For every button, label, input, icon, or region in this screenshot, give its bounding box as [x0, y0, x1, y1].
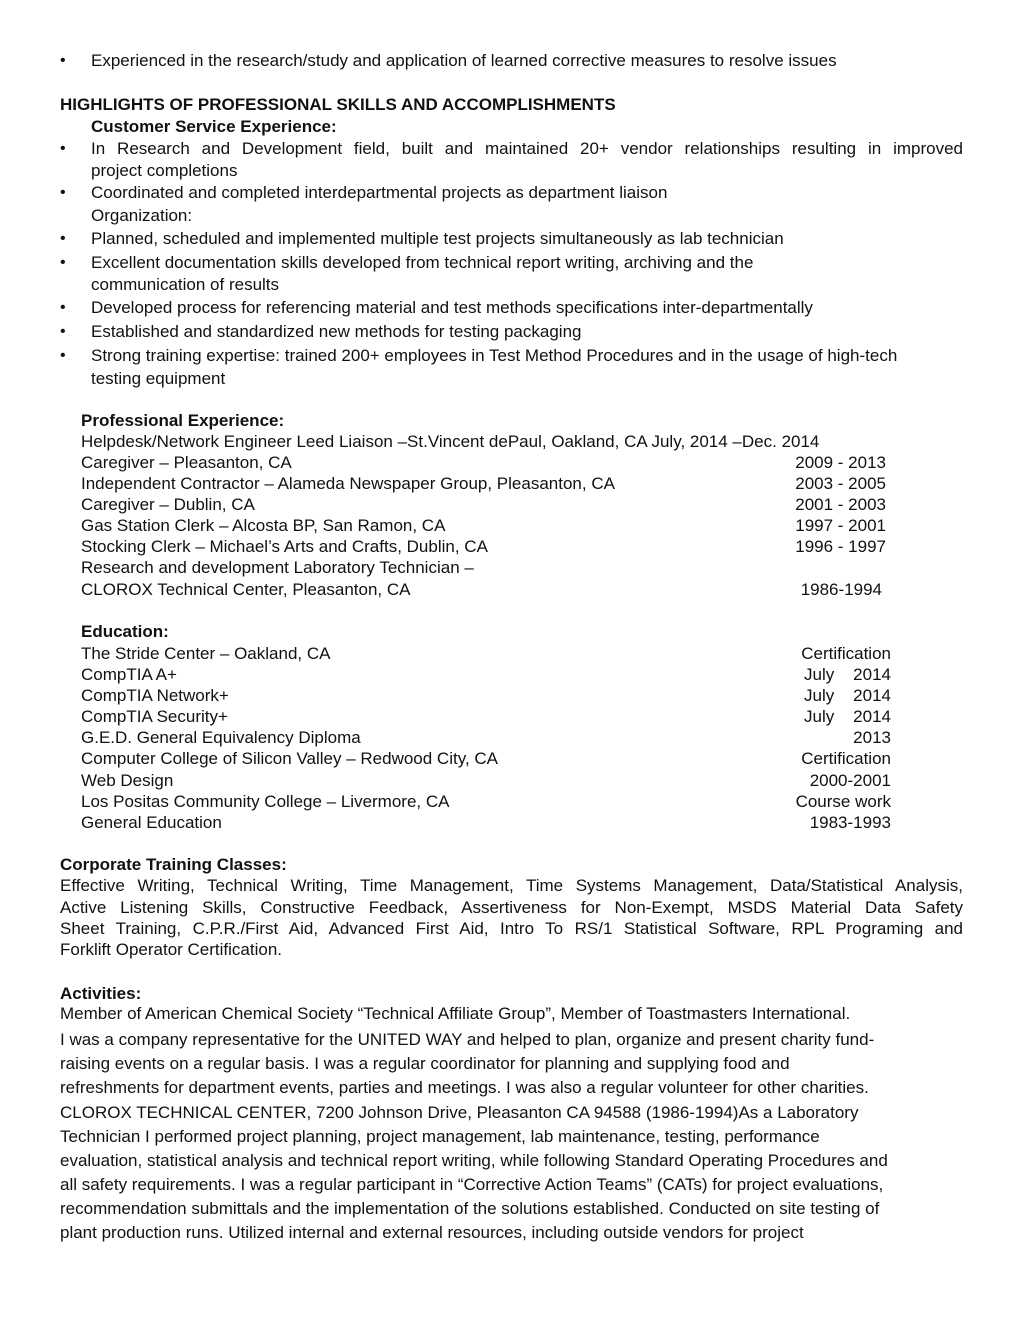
- education-item: Los Positas Community College – Livermore, CA: [81, 792, 450, 811]
- bullet-icon: •: [60, 347, 66, 364]
- education-item: The Stride Center – Oakland, CA: [81, 644, 331, 663]
- bullet-icon: •: [60, 254, 66, 271]
- training-line-4: Forklift Operator Certification.: [60, 940, 283, 959]
- activities-line-1: Member of American Chemical Society “Technical Affiliate Group”, Member of Toastmasters International.: [60, 1004, 851, 1023]
- experience-heading: Professional Experience:: [81, 411, 285, 430]
- education-item: Computer College of Silicon Valley – Redwood City, CA: [81, 749, 499, 768]
- bullet-icon: •: [60, 140, 66, 157]
- experience-item: Independent Contractor – Alameda Newspaper Group, Pleasanton, CA: [81, 474, 615, 493]
- education-date: 2013: [853, 728, 891, 747]
- education-date: Certification: [801, 749, 891, 768]
- experience-date: 1997 - 2001: [795, 516, 886, 535]
- education-date: Course work: [795, 792, 891, 811]
- bullet-icon: •: [60, 299, 66, 316]
- experience-item: Helpdesk/Network Engineer Leed Liaison –St.Vincent dePaul, Oakland, CA July, 2014 –Dec. 2014: [81, 432, 820, 451]
- experience-item: Gas Station Clerk – Alcosta BP, San Ramon, CA: [81, 516, 446, 535]
- org-bullet-2-line-2: communication of results: [91, 275, 280, 294]
- experience-item: Caregiver – Pleasanton, CA: [81, 453, 292, 472]
- training-line-3: Sheet Training, C.P.R./First Aid, Advanced First Aid, Intro To RS/1 Statistical Software, RPL Programing and: [60, 919, 963, 938]
- training-line-2: Active Listening Skills, Constructive Feedback, Assertiveness for Non-Exempt, MSDS Material Data Safety: [60, 898, 963, 917]
- education-date: July 2014: [804, 686, 891, 705]
- customer-service-heading: Customer Service Experience:: [91, 117, 337, 136]
- org-bullet-5-line-1: Strong training expertise: trained 200+ employees in Test Method Procedures and in the usage of high-tech: [91, 346, 898, 365]
- activities-p1-line-3: refreshments for department events, parties and meetings. I was also a regular volunteer for other charities.: [60, 1078, 869, 1097]
- activities-p2-line-3: evaluation, statistical analysis and technical report writing, while following Standard Operating Procedures and: [60, 1151, 888, 1170]
- bullet-icon: •: [60, 184, 66, 201]
- education-item: Web Design: [81, 771, 174, 790]
- experience-date: 1986-1994: [800, 580, 882, 599]
- highlights-heading: HIGHLIGHTS OF PROFESSIONAL SKILLS AND ACCOMPLISHMENTS: [60, 95, 616, 114]
- activities-p1-line-2: raising events on a regular basis. I was a regular coordinator for planning and supplying food and: [60, 1054, 790, 1073]
- experience-date: 2003 - 2005: [795, 474, 886, 493]
- activities-p2-line-4: all safety requirements. I was a regular participant in “Corrective Action Teams” (CATs) for project evaluations,: [60, 1175, 884, 1194]
- education-item: CompTIA A+: [81, 665, 177, 684]
- cs-bullet-1-line-1: In Research and Development field, built and maintained 20+ vendor relationships resulting in improved: [91, 139, 963, 158]
- education-date: 1983-1993: [809, 813, 891, 832]
- activities-p2-line-5: recommendation submittals and the implementation of the solutions established. Conducted on site testing of: [60, 1199, 880, 1218]
- org-bullet-3: Developed process for referencing material and test methods specifications inter-departmentally: [91, 298, 813, 317]
- org-bullet-4: Established and standardized new methods for testing packaging: [91, 322, 582, 341]
- top-bullet-text: Experienced in the research/study and application of learned corrective measures to resolve issues: [91, 51, 837, 70]
- org-bullet-1: Planned, scheduled and implemented multiple test projects simultaneously as lab technician: [91, 229, 784, 248]
- experience-item: Stocking Clerk – Michael’s Arts and Crafts, Dublin, CA: [81, 537, 488, 556]
- education-date: July 2014: [804, 665, 891, 684]
- activities-heading: Activities:: [60, 984, 142, 1003]
- training-line-1: Effective Writing, Technical Writing, Time Management, Time Systems Management, Data/Statistical Analysis,: [60, 876, 963, 895]
- organization-heading: Organization:: [91, 206, 193, 225]
- education-date: Certification: [801, 644, 891, 663]
- bullet-icon: •: [60, 323, 66, 340]
- experience-date: 2009 - 2013: [795, 453, 886, 472]
- bullet-icon: •: [60, 52, 66, 69]
- training-heading: Corporate Training Classes:: [60, 855, 287, 874]
- experience-item: Research and development Laboratory Technician –: [81, 558, 474, 577]
- activities-p2-line-1: CLOROX TECHNICAL CENTER, 7200 Johnson Drive, Pleasanton CA 94588 (1986-1994)As a Laboratory: [60, 1103, 859, 1122]
- education-heading: Education:: [81, 622, 169, 641]
- experience-date: 2001 - 2003: [795, 495, 886, 514]
- education-item: CompTIA Network+: [81, 686, 229, 705]
- education-item: G.E.D. General Equivalency Diploma: [81, 728, 361, 747]
- education-date: July 2014: [804, 707, 891, 726]
- activities-p1-line-1: I was a company representative for the UNITED WAY and helped to plan, organize and present charity fund-: [60, 1030, 875, 1049]
- experience-date: 1996 - 1997: [795, 537, 886, 556]
- experience-item: CLOROX Technical Center, Pleasanton, CA: [81, 580, 411, 599]
- bullet-icon: •: [60, 230, 66, 247]
- education-date: 2000-2001: [809, 771, 891, 790]
- activities-p2-line-6: plant production runs. Utilized internal and external resources, including outside vendors for project: [60, 1223, 804, 1242]
- cs-bullet-1-line-2: project completions: [91, 161, 238, 180]
- activities-p2-line-2: Technician I performed project planning, project management, lab maintenance, testing, performance: [60, 1127, 820, 1146]
- org-bullet-5-line-2: testing equipment: [91, 369, 226, 388]
- cs-bullet-2: Coordinated and completed interdepartmental projects as department liaison: [91, 183, 668, 202]
- education-item: CompTIA Security+: [81, 707, 228, 726]
- education-item: General Education: [81, 813, 222, 832]
- org-bullet-2-line-1: Excellent documentation skills developed from technical report writing, archiving and the: [91, 253, 754, 272]
- experience-item: Caregiver – Dublin, CA: [81, 495, 255, 514]
